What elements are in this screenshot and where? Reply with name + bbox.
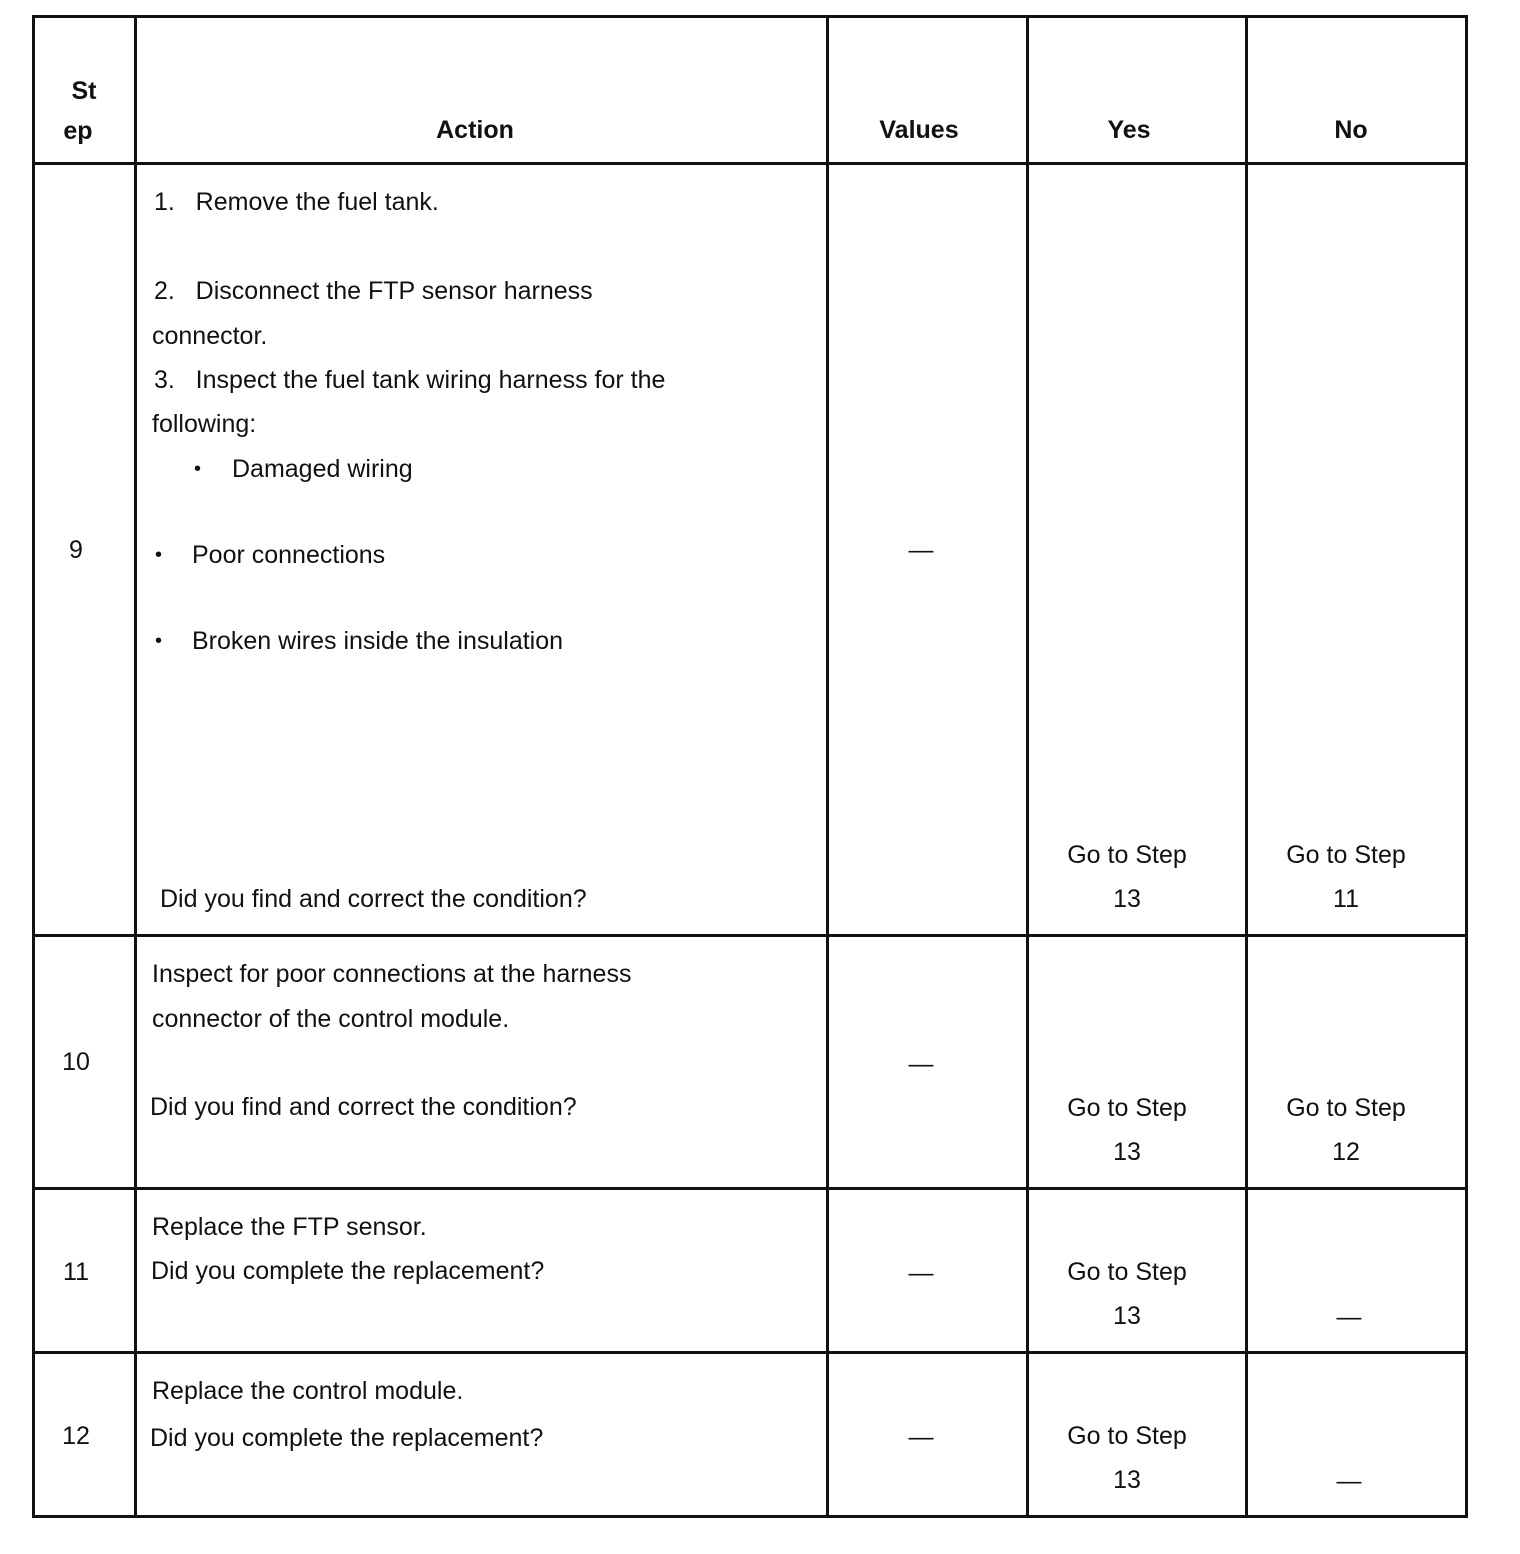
header-action: Action — [436, 116, 514, 144]
no-cell: — — [1336, 1467, 1362, 1495]
values-cell: — — [908, 1259, 934, 1287]
no-cell: — — [1336, 1303, 1362, 1331]
table-border-top — [32, 15, 1468, 18]
step-number-9: 9 — [69, 536, 83, 564]
bullet-icon: • — [155, 544, 163, 566]
yes-cell-line2: 13 — [1113, 885, 1141, 913]
no-cell-line1: Go to Step — [1286, 841, 1406, 869]
action-question: Did you complete the replacement? — [151, 1257, 545, 1285]
column-divider-action — [826, 16, 829, 1518]
row-divider-header — [32, 162, 1468, 165]
action-question: Did you find and correct the condition? — [160, 885, 587, 913]
action-item-3-line2: following: — [152, 410, 257, 438]
values-cell: — — [908, 1050, 934, 1078]
bullet-damaged-wiring: Damaged wiring — [232, 455, 413, 483]
table-border-bottom — [32, 1515, 1468, 1518]
no-cell-line1: Go to Step — [1286, 1094, 1406, 1122]
action-item-3-line1: 3. Inspect the fuel tank wiring harness for the — [154, 366, 666, 394]
header-step-line2: ep — [63, 117, 93, 145]
values-cell: — — [908, 536, 934, 564]
no-cell-line2: 11 — [1333, 885, 1359, 913]
yes-cell-line2: 13 — [1113, 1138, 1141, 1166]
action-line-1: Replace the control module. — [152, 1377, 464, 1405]
step-number-10: 10 — [62, 1048, 90, 1076]
yes-cell-line2: 13 — [1113, 1466, 1141, 1494]
step-number-12: 12 — [62, 1422, 90, 1450]
yes-cell-line1: Go to Step — [1067, 1258, 1187, 1286]
values-cell: — — [908, 1423, 934, 1451]
action-line-1: Replace the FTP sensor. — [152, 1213, 427, 1241]
table-border-left — [32, 16, 35, 1518]
row-divider-9 — [32, 934, 1468, 937]
bullet-icon: • — [194, 458, 202, 480]
action-question: Did you find and correct the condition? — [150, 1093, 577, 1121]
column-divider-yes — [1245, 16, 1248, 1518]
step-number-11: 11 — [63, 1258, 89, 1286]
header-yes: Yes — [1107, 116, 1151, 144]
row-divider-10 — [32, 1187, 1468, 1190]
bullet-poor-connections: Poor connections — [192, 541, 386, 569]
action-item-2-line1: 2. Disconnect the FTP sensor harness — [154, 277, 593, 305]
column-divider-step — [134, 16, 137, 1518]
row-divider-11 — [32, 1351, 1468, 1354]
yes-cell-line1: Go to Step — [1067, 1422, 1187, 1450]
yes-cell-line1: Go to Step — [1067, 841, 1187, 869]
yes-cell-line2: 13 — [1113, 1302, 1141, 1330]
table-border-right — [1465, 16, 1468, 1518]
header-values: Values — [879, 116, 959, 144]
column-divider-values — [1026, 16, 1029, 1518]
action-line-2: connector of the control module. — [152, 1005, 510, 1033]
no-cell-line2: 12 — [1332, 1138, 1360, 1166]
action-item-2-line2: connector. — [152, 322, 268, 350]
action-line-1: Inspect for poor connections at the harness — [152, 960, 632, 988]
yes-cell-line1: Go to Step — [1067, 1094, 1187, 1122]
action-question: Did you complete the replacement? — [150, 1424, 544, 1452]
action-item-1: 1. Remove the fuel tank. — [154, 188, 439, 216]
header-step-line1: St — [71, 77, 97, 105]
header-no: No — [1334, 116, 1368, 144]
bullet-broken-wires: Broken wires inside the insulation — [192, 627, 564, 655]
bullet-icon: • — [155, 630, 163, 652]
